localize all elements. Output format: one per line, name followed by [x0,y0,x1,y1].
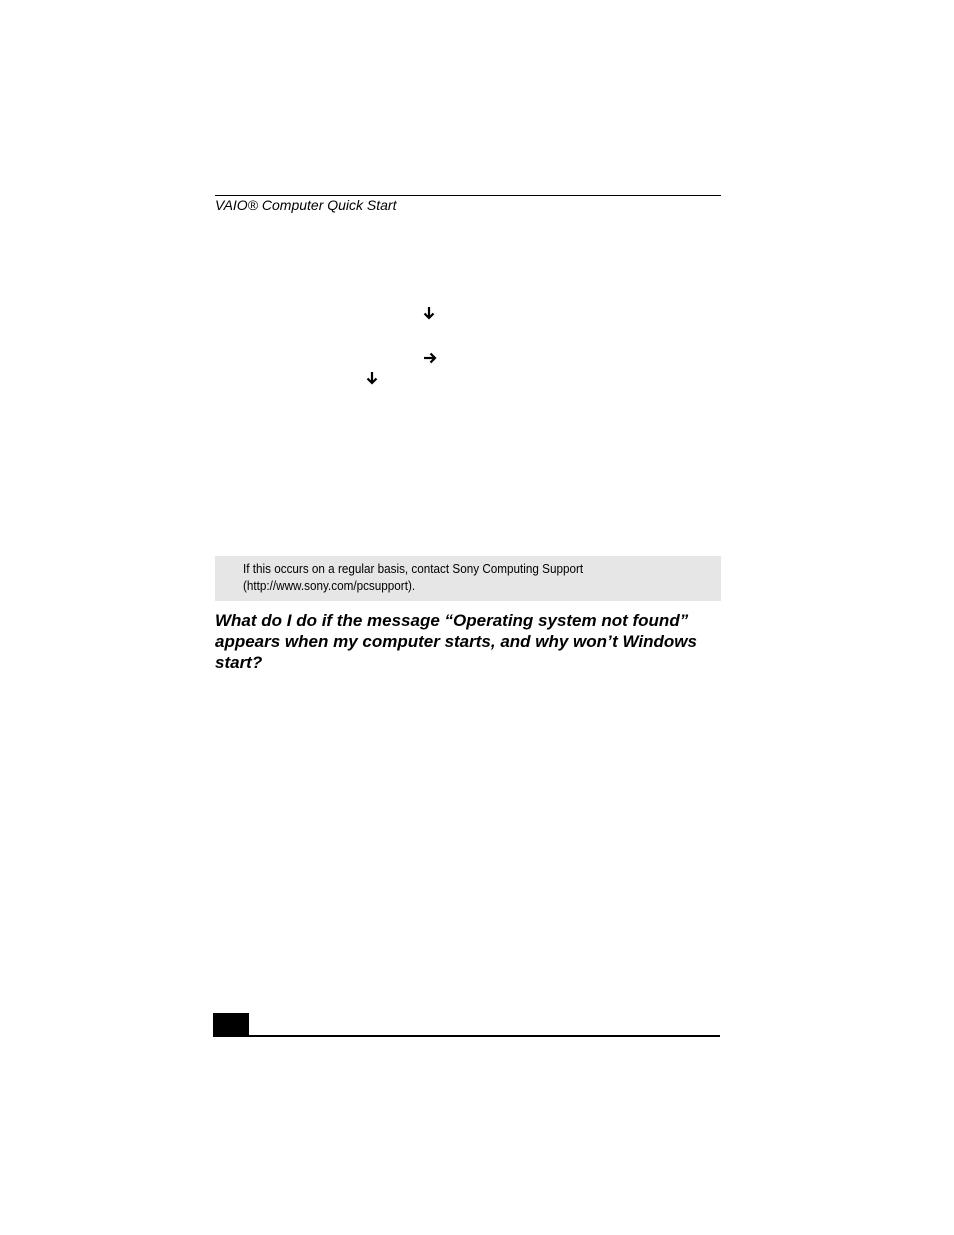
header-rule [215,195,721,196]
question-line: start? [215,653,263,672]
note-text [243,560,666,594]
note-line: (http://www.sony.com/pcsupport). [243,578,416,593]
note-box [215,556,721,601]
question-heading [215,610,725,673]
question-line: appears when my computer starts, and why won’t Windows [215,632,697,651]
footer-rule [213,1035,720,1037]
running-header: VAIO® Computer Quick Start [215,197,397,213]
arrow-down-icon [365,371,379,385]
arrow-right-icon [423,351,437,365]
arrow-down-icon [422,306,436,320]
note-line: If this occurs on a regular basis, contact Sony Computing Support [243,561,584,576]
question-line: What do I do if the message “Operating system not found” [215,611,689,630]
page-number-block [213,1013,249,1037]
